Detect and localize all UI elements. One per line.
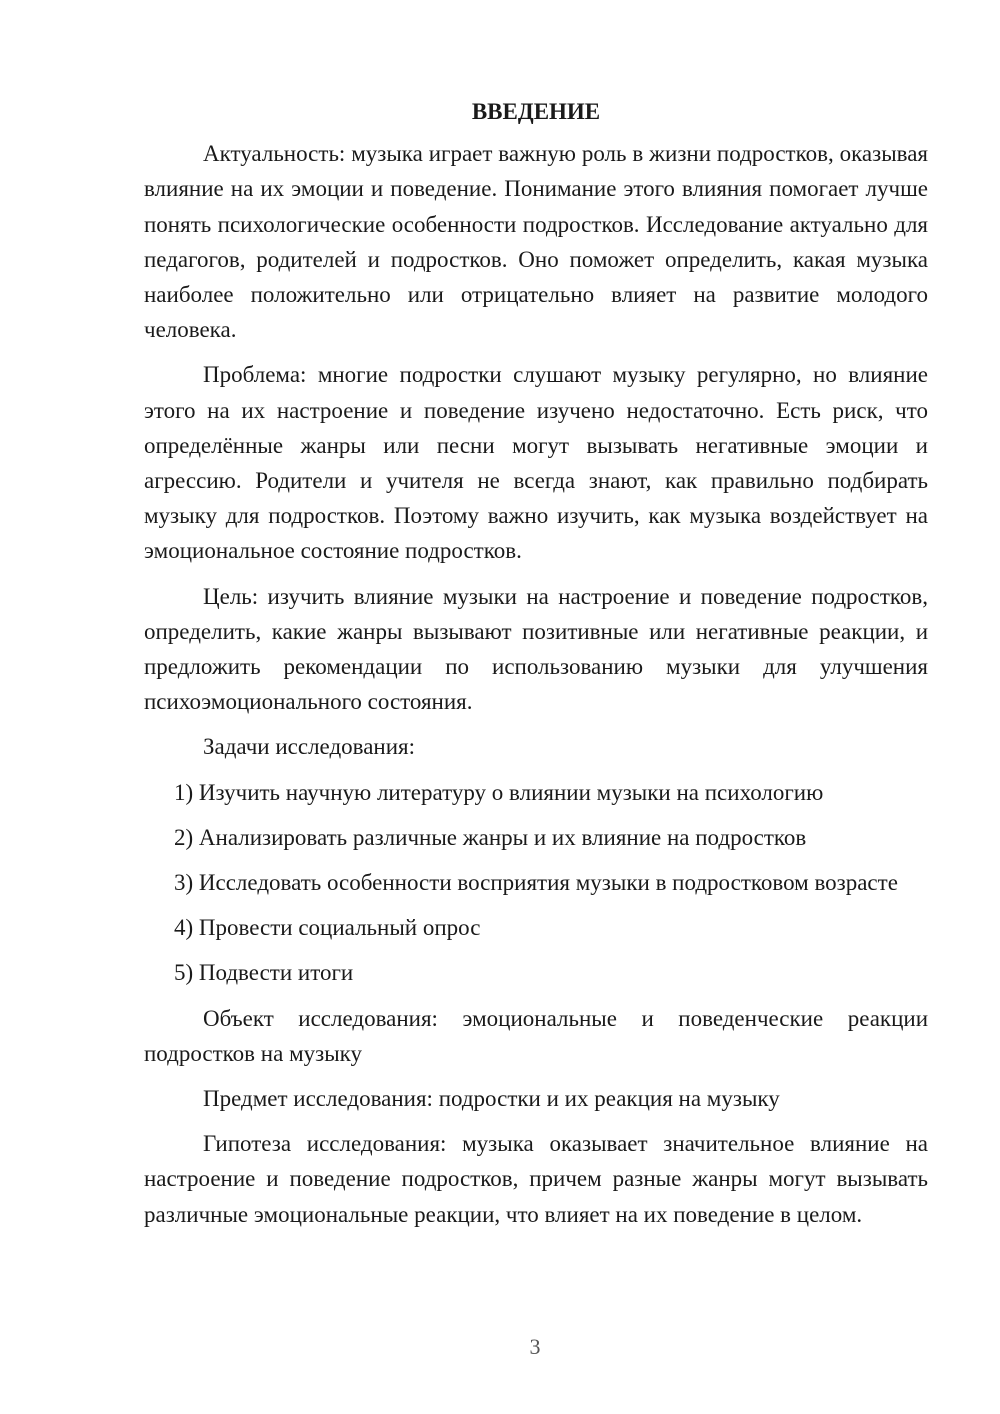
task-item: 5) Подвести итоги	[174, 960, 354, 986]
page-number: 3	[529, 1334, 541, 1359]
document-page	[144, 94, 928, 1242]
section-title: ВВЕДЕНИЕ	[471, 99, 601, 124]
goal-paragraph: Цель: изучить влияние музыки на настроение и поведение подростков, определить, какие жанры вызывают позитивные или негативные реакции, и предложить рекомендации по использованию музыки для улучшения психоэмоционального состояния.	[144, 583, 928, 715]
task-item: 1) Изучить научную литературу о влиянии музыки на психологию	[174, 779, 824, 805]
task-item: 4) Провести социальный опрос	[174, 915, 481, 941]
hypothesis-paragraph: Гипотеза исследования: музыка оказывает значительное влияние на настроение и поведение подростков, причем разные жанры могут вызывать различные эмоциональные реакции, что влияет на их поведение в целом.	[144, 1131, 928, 1227]
problem-paragraph: Проблема: многие подростки слушают музыку регулярно, но влияние этого на их настроение и поведение изучено недостаточно. Есть риск, что определённые жанры или песни могут вызывать негативные эмоции и агрессию. Родители и учителя не всегда знают, как правильно подбирать музыку для подростков. Поэтому важно изучить, как музыка воздействует на эмоциональное состояние подростков.	[144, 362, 928, 564]
task-item: 2) Анализировать различные жанры и их влияние на подростков	[174, 824, 807, 850]
subject-paragraph: Предмет исследования: подростки и их реакция на музыку	[203, 1086, 780, 1112]
tasks-heading: Задачи исследования:	[203, 734, 416, 760]
task-item: 3) Исследовать особенности восприятия музыки в подростковом возрасте	[174, 870, 898, 896]
object-paragraph: Объект исследования: эмоциональные и поведенческие реакции подростков на музыку	[144, 1005, 928, 1066]
relevance-paragraph: Актуальность: музыка играет важную роль в жизни подростков, оказывая влияние на их эмоции и поведение. Понимание этого влияния помогает лучше понять психологические особенности подростков. Исследование актуально для педагогов, родителей и подростков. Оно поможет определить, какая музыка наиболее положительно или отрицательно влияет на развитие молодого человека.	[144, 141, 928, 343]
